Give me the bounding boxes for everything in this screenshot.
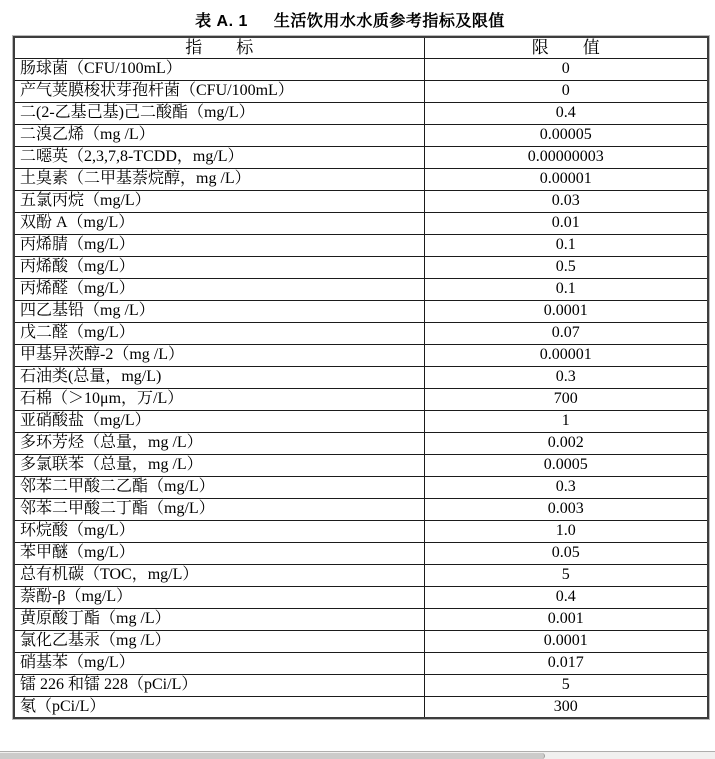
header-limit: 限 值 [424,37,708,58]
indicator-cell: 五氯丙烷（mg/L） [14,190,424,212]
indicator-cell: 丙烯酸（mg/L） [14,256,424,278]
indicator-cell: 石油类(总量，mg/L) [14,366,424,388]
table-row [14,234,708,256]
limit-cell: 0.4 [424,102,708,124]
table-title-text: 生活饮用水水质参考指标及限值 [273,13,505,30]
table-row [14,696,708,718]
limit-cell: 0.1 [424,234,708,256]
indicator-cell: 亚硝酸盐（mg/L） [14,410,424,432]
header-indicator: 指 标 [14,37,424,58]
indicator-cell: 丙烯醛（mg/L） [14,278,424,300]
table-row [14,674,708,696]
indicator-cell: 镭 226 和镭 228（pCi/L） [14,674,424,696]
indicator-cell: 邻苯二甲酸二乙酯（mg/L） [14,476,424,498]
limit-cell: 5 [424,564,708,586]
table-row [14,190,708,212]
limit-cell: 0 [424,80,708,102]
table-row [14,366,708,388]
limit-cell: 300 [424,696,708,718]
indicator-cell: 产气荚膜梭状芽孢杆菌（CFU/100mL） [14,80,424,102]
table-row [14,388,708,410]
limit-cell: 0.0005 [424,454,708,476]
water-quality-limits-table [13,36,709,719]
table-row [14,300,708,322]
table-row [14,432,708,454]
indicator-cell: 氡（pCi/L） [14,696,424,718]
table-title-number: 表 A. 1 [195,13,248,30]
table-row [14,80,708,102]
indicator-cell: 硝基苯（mg/L） [14,652,424,674]
limit-cell: 0.01 [424,212,708,234]
table-row [14,256,708,278]
table-row [14,102,708,124]
horizontal-scrollbar[interactable] [0,751,715,759]
limit-cell: 0.05 [424,542,708,564]
indicator-cell: 丙烯腈（mg/L） [14,234,424,256]
limit-cell: 0.03 [424,190,708,212]
table-row [14,520,708,542]
indicator-cell: 戊二醛（mg/L） [14,322,424,344]
indicator-cell: 总有机碳（TOC，mg/L） [14,564,424,586]
table-body [14,58,708,718]
indicator-cell: 甲基异茨醇-2（mg /L） [14,344,424,366]
table-row [14,322,708,344]
limit-cell: 0.0001 [424,630,708,652]
table-row [14,564,708,586]
table-row [14,410,708,432]
table-row [14,498,708,520]
table-row [14,212,708,234]
indicator-cell: 萘酚-β（mg/L） [14,586,424,608]
limit-cell: 0.07 [424,322,708,344]
limit-cell: 0 [424,58,708,80]
limit-cell: 1.0 [424,520,708,542]
table-row [14,630,708,652]
limit-cell: 0.00001 [424,168,708,190]
limit-cell: 0.0001 [424,300,708,322]
limit-cell: 0.001 [424,608,708,630]
horizontal-scrollbar-thumb[interactable] [0,753,545,759]
limit-cell: 0.00000003 [424,146,708,168]
limit-cell: 0.3 [424,366,708,388]
indicator-cell: 双酚 A（mg/L） [14,212,424,234]
indicator-cell: 土臭素（二甲基萘烷醇，mg /L） [14,168,424,190]
table-header-row [14,37,708,58]
indicator-cell: 苯甲醚（mg/L） [14,542,424,564]
indicator-cell: 多氯联苯（总量，mg /L） [14,454,424,476]
indicator-cell: 肠球菌（CFU/100mL） [14,58,424,80]
indicator-cell: 多环芳烃（总量，mg /L） [14,432,424,454]
table-row [14,586,708,608]
limit-cell: 1 [424,410,708,432]
limit-cell: 0.3 [424,476,708,498]
indicator-cell: 邻苯二甲酸二丁酯（mg/L） [14,498,424,520]
limit-cell: 0.1 [424,278,708,300]
indicator-cell: 二溴乙烯（mg /L） [14,124,424,146]
table-row [14,278,708,300]
table-row [14,608,708,630]
limit-cell: 0.017 [424,652,708,674]
limit-cell: 0.002 [424,432,708,454]
indicator-cell: 黄原酸丁酯（mg /L） [14,608,424,630]
indicator-cell: 氯化乙基汞（mg /L） [14,630,424,652]
limit-cell: 0.003 [424,498,708,520]
indicator-cell: 四乙基铅（mg /L） [14,300,424,322]
table-row [14,146,708,168]
limit-cell: 0.00005 [424,124,708,146]
limit-cell: 0.5 [424,256,708,278]
table-row [14,652,708,674]
indicator-cell: 石棉（＞10μm，万/L） [14,388,424,410]
table-row [14,454,708,476]
indicator-cell: 二噁英（2,3,7,8-TCDD，mg/L） [14,146,424,168]
table-row [14,476,708,498]
table-row [14,344,708,366]
indicator-cell: 二(2-乙基己基)己二酸酯（mg/L） [14,102,424,124]
table-row [14,58,708,80]
table-row [14,124,708,146]
limit-cell: 5 [424,674,708,696]
limit-cell: 0.4 [424,586,708,608]
limit-cell: 0.00001 [424,344,708,366]
table-row [14,168,708,190]
table-row [14,542,708,564]
limit-cell: 700 [424,388,708,410]
indicator-cell: 环烷酸（mg/L） [14,520,424,542]
table-title [0,8,700,31]
